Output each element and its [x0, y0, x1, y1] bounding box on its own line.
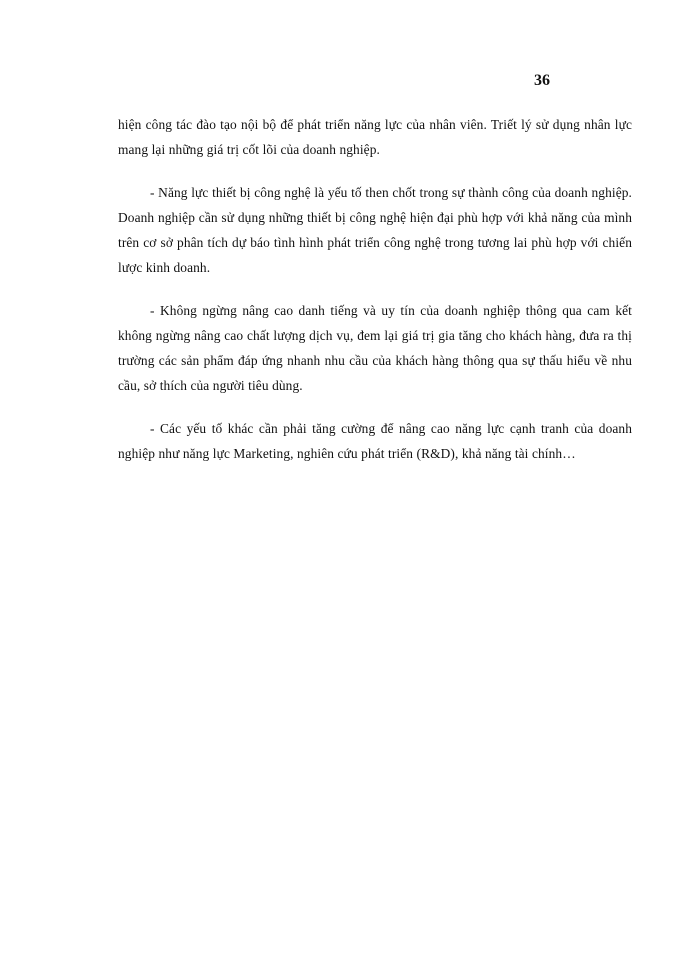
document-body	[118, 112, 632, 484]
paragraph-technology-capacity: - Năng lực thiết bị công nghệ là yếu tố then chốt trong sự thành công của doanh nghiệp. Doanh nghiệp cần sử dụng những thiết bị công nghệ hiện đại phù hợp với khả năng của mình trên cơ sở phân tích dự báo tình hình phát triển công nghệ trong tương lai phù hợp với chiến lược kinh doanh.	[118, 185, 632, 275]
paragraph-reputation: - Không ngừng nâng cao danh tiếng và uy tín của doanh nghiệp thông qua cam kết không ngừng nâng cao chất lượng dịch vụ, đem lại giá trị gia tăng cho khách hàng, đưa ra thị trường các sản phẩm đáp ứng nhanh nhu cầu của khách hàng thông qua sự thấu hiểu về nhu cầu, sở thích của người tiêu dùng.	[118, 303, 632, 393]
page-number: 36	[534, 72, 550, 89]
paragraph-continuation: hiện công tác đào tạo nội bộ để phát triển năng lực của nhân viên. Triết lý sử dụng nhân lực mang lại những giá trị cốt lõi của doanh nghiệp.	[118, 117, 632, 157]
paragraph-other-factors: - Các yếu tố khác cần phải tăng cường để nâng cao năng lực cạnh tranh của doanh nghiệp như năng lực Marketing, nghiên cứu phát triển (R&D), khả năng tài chính…	[118, 421, 632, 461]
